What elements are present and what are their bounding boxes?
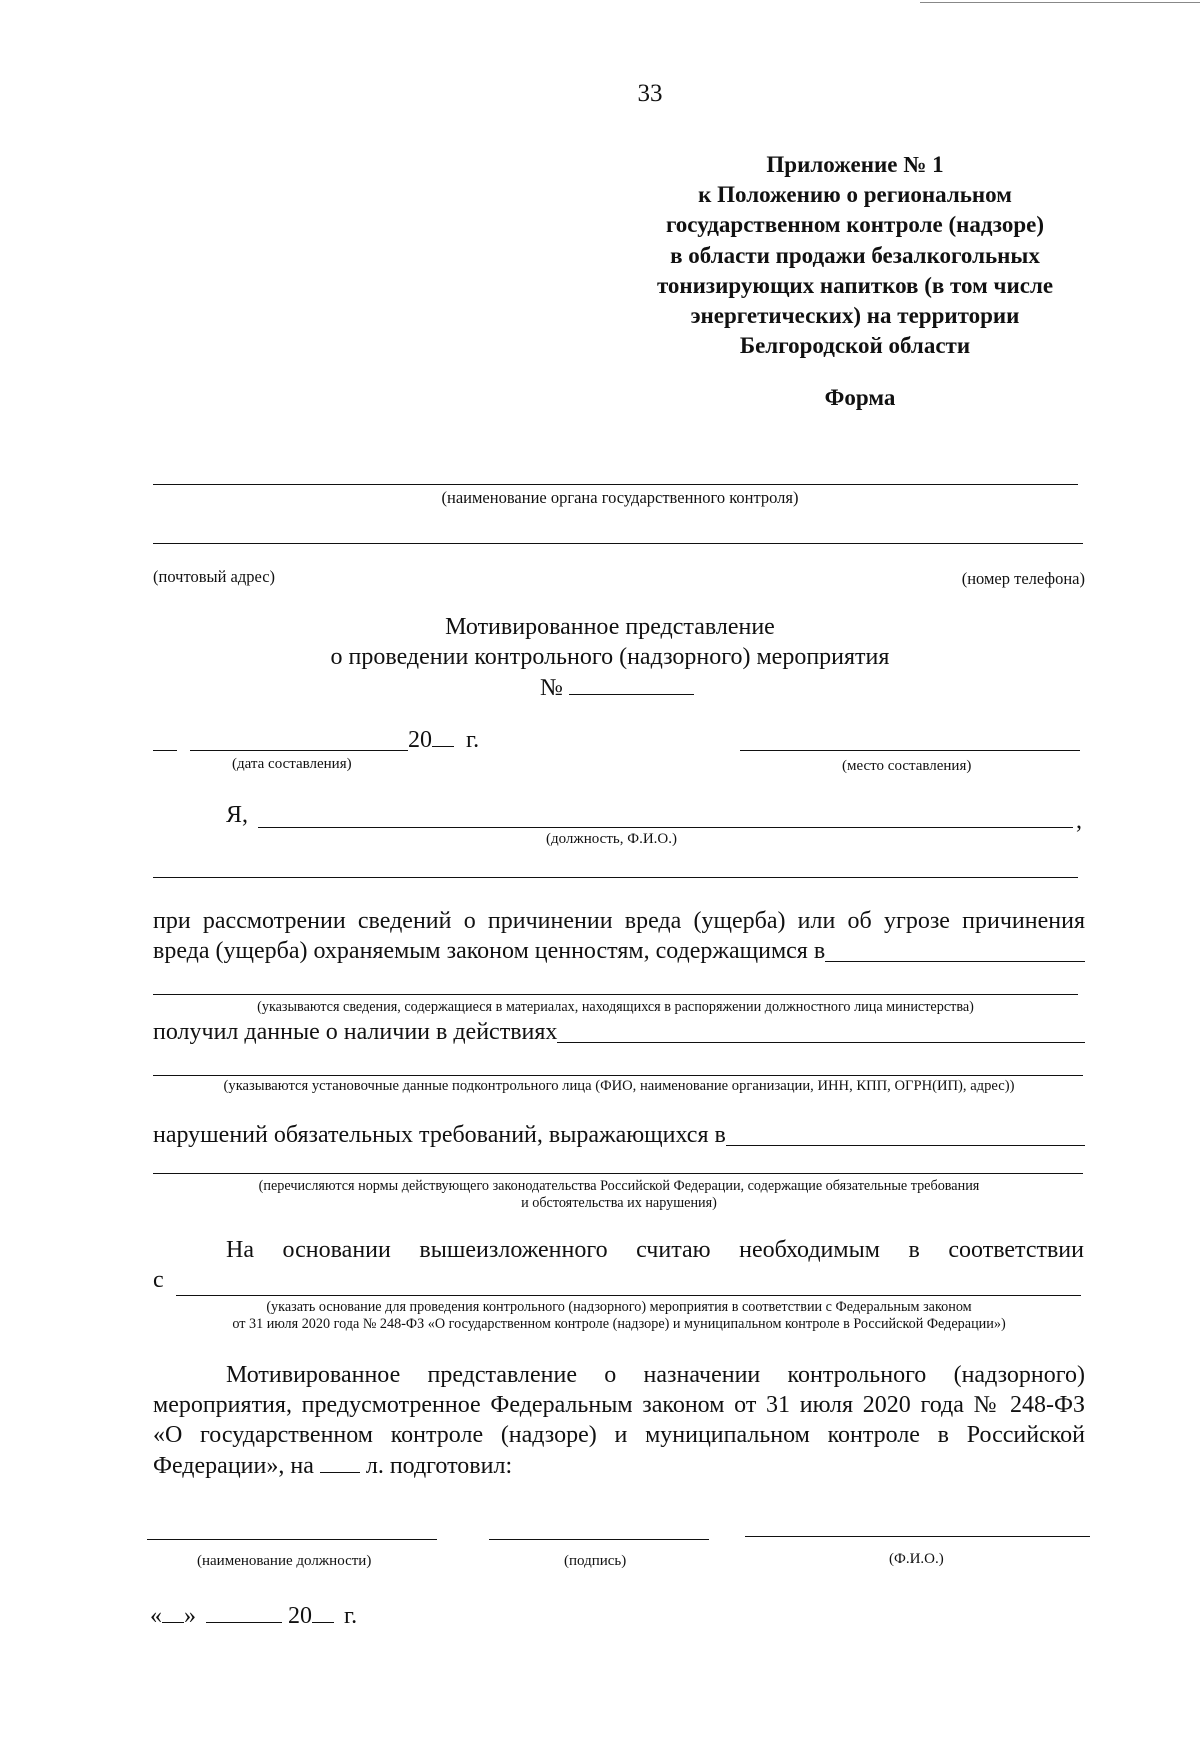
received-text: получил данные о наличии в действиях: [153, 1019, 558, 1045]
bottom-date: [150, 1600, 357, 1631]
header-line: в области продажи безалкогольных: [670, 242, 1040, 268]
me-line: [258, 827, 1073, 828]
postal-address-caption: (почтовый адрес): [153, 567, 276, 586]
title-line-1: Мотивированное представление: [445, 614, 775, 640]
me-caption: (должность, Ф.И.О.): [546, 831, 677, 847]
phone-caption: (номер телефона): [961, 569, 1085, 588]
year-prefix: 20: [408, 727, 432, 753]
scan-edge-mark: [920, 2, 1200, 3]
number-sign: №: [540, 675, 563, 701]
year-field: [432, 724, 454, 747]
violations-text: нарушений обязательных требований, выражающихся в: [153, 1122, 726, 1148]
date-day-line: [153, 750, 177, 751]
fio-caption: (Ф.И.О.): [889, 1551, 944, 1567]
me-prefix: Я,: [226, 802, 249, 828]
header-line: государственном контроле (надзоре): [665, 212, 1045, 238]
signature-caption: (подпись): [564, 1553, 627, 1569]
appendix-header: [600, 150, 1110, 361]
bottom-year-suffix: г.: [344, 1603, 358, 1629]
fio-line: [745, 1536, 1090, 1537]
bottom-year-prefix: 20: [288, 1603, 312, 1629]
open-quote: «: [150, 1603, 162, 1629]
place-line: [740, 750, 1080, 751]
position-name-line-2: [153, 877, 1078, 878]
subject-field: [557, 1020, 1085, 1043]
close-quote: »: [184, 1603, 196, 1629]
signature-line: [489, 1539, 709, 1540]
materials-line-2: [153, 994, 1078, 995]
bottom-day-field: [162, 1600, 184, 1623]
final-line-4a: Федерации», на: [153, 1453, 314, 1479]
position-signature-line: [147, 1539, 437, 1540]
basis-caption-line-2: от 31 июля 2020 года № 248-ФЗ «О государственном контроле (надзоре) и муниципальном контроле в Российской Федерации»): [232, 1316, 1006, 1332]
subject-caption: (указываются установочные данные подконтрольного лица (ФИО, наименование организации, ИНН, КПП, ОГРН(ИП), адрес)): [223, 1078, 1015, 1094]
final-line-1: Мотивированное представление о назначении контрольного (надзорного): [226, 1362, 1085, 1388]
header-line: энергетических) на территории: [690, 303, 1020, 329]
paragraph-harm-line-2: вреда (ущерба) охраняемым законом ценностям, содержащимся в: [153, 938, 826, 964]
date-caption: (дата составления): [232, 756, 352, 772]
header-line: к Положению о региональном: [698, 182, 1012, 208]
basis-caption: [153, 1299, 1085, 1333]
norms-caption: [153, 1178, 1085, 1212]
sheets-count-field: [320, 1450, 360, 1473]
basis-line-1: На основании вышеизложенного считаю необходимым в соответствии: [226, 1237, 1084, 1263]
title-line-2: о проведении контрольного (надзорного) мероприятия: [330, 644, 890, 670]
position-caption: (наименование должности): [197, 1553, 372, 1569]
date-month-line: [190, 750, 408, 751]
document-title: [260, 612, 960, 672]
norms-caption-line-2: и обстоятельства их нарушения): [521, 1195, 717, 1211]
violations-row: [153, 1120, 1085, 1150]
received-row: [153, 1017, 1085, 1047]
final-paragraph: [153, 1360, 1085, 1481]
basis-caption-line-1: (указать основание для проведения контрольного (надзорного) мероприятия в соответствии с Федеральным законом: [266, 1299, 972, 1315]
materials-caption: (указываются сведения, содержащиеся в материалах, находящихся в распоряжении должностного лица министерства): [257, 999, 974, 1015]
org-name-line: [153, 484, 1078, 485]
document-number: [540, 672, 694, 703]
header-line: тонизирующих напитков (в том числе: [656, 272, 1054, 298]
me-suffix: ,: [1076, 808, 1082, 834]
violations-field: [726, 1123, 1085, 1146]
paragraph-harm: [153, 906, 1085, 966]
document-number-field: [569, 672, 694, 695]
date-year: [408, 724, 479, 755]
bottom-month-field: [206, 1600, 282, 1623]
header-line: Белгородской области: [739, 333, 971, 359]
place-caption: (место составления): [842, 758, 972, 774]
org-name-caption: (наименование органа государственного контроля): [441, 488, 799, 507]
bottom-year-field: [312, 1600, 334, 1623]
year-suffix: г.: [466, 727, 480, 753]
page-number: 33: [637, 80, 663, 107]
final-line-2: мероприятия, предусмотренное Федеральным законом от 31 июля 2020 года № 248-ФЗ: [153, 1392, 1085, 1418]
final-line-4b: л. подготовил:: [365, 1453, 513, 1479]
materials-field: [825, 939, 1085, 962]
norms-caption-line-1: (перечисляются нормы действующего законодательства Российской Федерации, содержащие обязательные требования: [258, 1178, 980, 1194]
violations-line-2: [153, 1173, 1083, 1174]
address-phone-line: [153, 543, 1083, 544]
basis-prefix: с: [153, 1267, 164, 1293]
paragraph-harm-line-1: при рассмотрении сведений о причинении вреда (ущерба) или об угрозе причинения: [153, 908, 1085, 934]
header-line: Приложение № 1: [766, 152, 944, 177]
final-line-3: «О государственном контроле (надзоре) и муниципальном контроле в Российской: [153, 1422, 1085, 1448]
basis-field: [176, 1295, 1081, 1296]
form-label: Форма: [824, 385, 896, 410]
subject-line-2: [153, 1075, 1083, 1076]
